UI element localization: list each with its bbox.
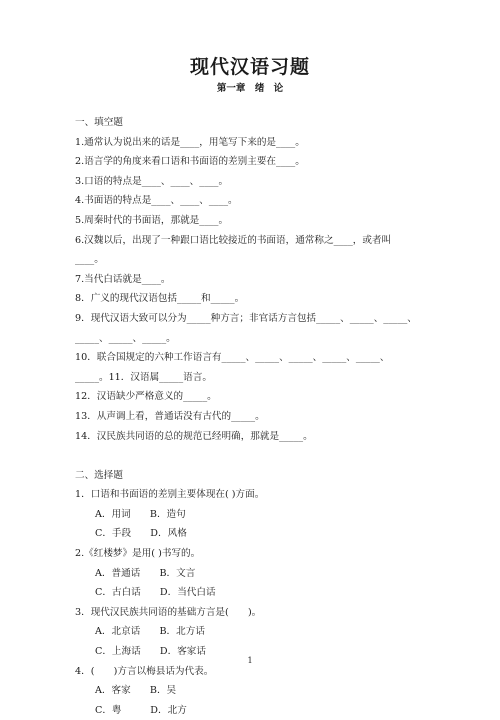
section-spacer xyxy=(75,446,435,466)
section-heading-multiple-choice: 二、选择题 xyxy=(75,469,123,481)
question-options: C．古白话 D．当代白话 xyxy=(95,587,216,599)
question-stem: 2.《红楼梦》是用( )书写的。 xyxy=(75,548,201,560)
fill-blank-line: 4.书面语的特点是____、____、____。 xyxy=(75,195,238,207)
question-options: A．客家 B．吴 xyxy=(95,685,177,697)
question-options: C．粤 D．北方 xyxy=(95,704,187,716)
chapter-heading: 第一章 绪 论 xyxy=(216,83,284,94)
question-options: C．手段 D．风格 xyxy=(95,528,187,540)
question-options: A．北京话 B．北方话 xyxy=(95,626,205,638)
fill-blank-line: 12．汉语缺少严格意义的_____。 xyxy=(75,391,217,403)
fill-blank-line: 5.周秦时代的书面语，那就是____。 xyxy=(75,214,229,226)
section-heading-fill-blank: 一、填空题 xyxy=(75,117,123,128)
fill-blank-line: 13．从声调上看，普通话没有古代的_____。 xyxy=(75,410,265,422)
fill-blank-line: 1.通常认为说出来的话是____，用笔写下来的是____。 xyxy=(75,136,305,148)
question-stem: 4．( )方言以梅县话为代表。 xyxy=(75,665,214,677)
fill-blank-line: 14．汉民族共同语的总的规范已经明确，那就是_____。 xyxy=(75,430,313,442)
question-options: A．用词 B．造句 xyxy=(95,508,186,520)
fill-blank-line: _____、_____、_____。 xyxy=(75,332,176,344)
page-title: 现代汉语习题 xyxy=(189,56,310,78)
fill-blank-line: 7.当代白话就是____。 xyxy=(75,273,171,285)
question-stem: 3．现代汉民族共同语的基础方言是( )。 xyxy=(75,606,262,618)
fill-blank-line: 2.语言学的角度来看口语和书面语的差别主要在____。 xyxy=(75,156,305,168)
question-options: C．上海话 D．客家话 xyxy=(95,646,206,658)
exercise-content xyxy=(75,113,435,720)
fill-blank-line: ____。 xyxy=(75,254,104,266)
fill-blank-line: 3.口语的特点是____、____、____。 xyxy=(75,175,229,187)
question-options: A．普通话 B．文言 xyxy=(95,567,196,579)
fill-blank-line: 8．广义的现代汉语包括_____和_____。 xyxy=(75,293,245,305)
page-number: 1 xyxy=(247,656,253,665)
question-stem: 1．口语和书面语的差别主要体现在( )方面。 xyxy=(75,489,265,501)
fill-blank-line: _____。11．汉语属_____语言。 xyxy=(75,371,212,383)
fill-blank-line: 10．联合国规定的六种工作语言有_____、_____、_____、_____、_____、 xyxy=(75,352,390,364)
fill-blank-line: 6.汉魏以后，出现了一种跟口语比较接近的书面语，通常称之____，或者叫 xyxy=(75,234,392,246)
fill-blank-line: 9．现代汉语大致可以分为_____种方言；非官话方言包括_____、_____、_____、 xyxy=(75,312,417,324)
